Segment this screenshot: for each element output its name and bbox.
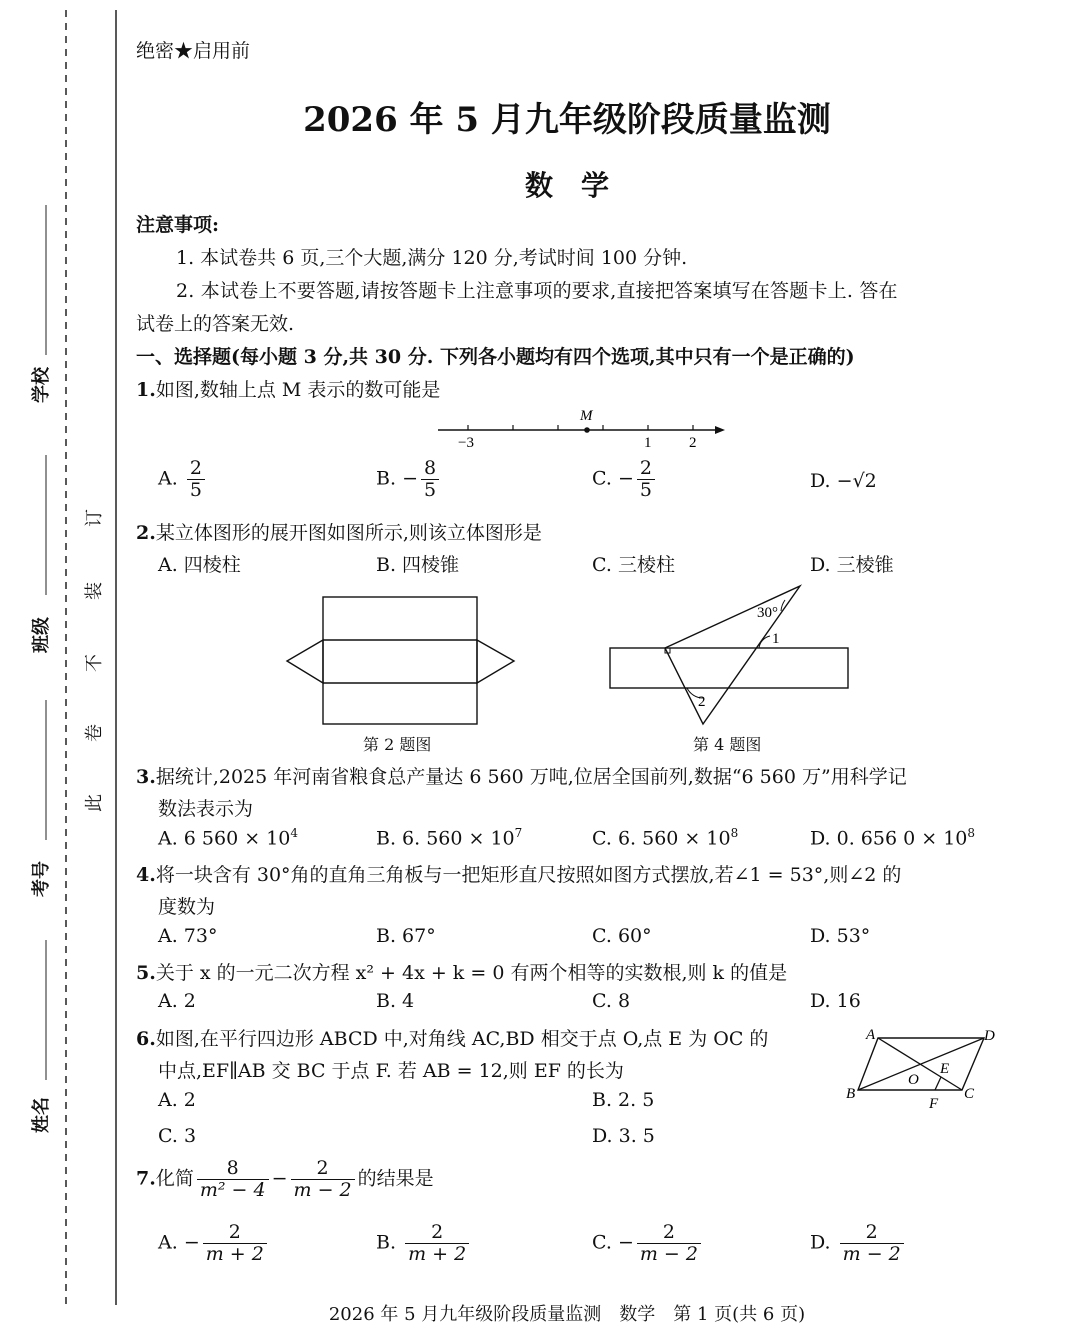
point-o-label: O [908, 1072, 919, 1088]
q7-suffix: 的结果是 [357, 1167, 434, 1190]
page-footer: 2026 年 5 月九年级阶段质量监测 数学 第 1 页(共 6 页) [328, 1304, 806, 1325]
q7-option-b[interactable] [376, 1222, 472, 1265]
option-sign: − [183, 1231, 200, 1254]
q7-prefix: 化简 [155, 1167, 194, 1190]
q5-option-c[interactable]: C. 8 [592, 990, 631, 1012]
binding-char-3: 不 [84, 654, 105, 672]
q3-option-b[interactable] [376, 826, 522, 849]
angle-1-label: 1 [772, 631, 780, 647]
notice-item-2b: 试卷上的答案无效. [136, 313, 295, 335]
fraction-denominator: m − 2 [842, 1242, 901, 1265]
q4-stem-2: 度数为 [158, 896, 216, 918]
q7-option-a[interactable] [158, 1222, 270, 1265]
point-m-label: M [580, 408, 593, 424]
fraction-numerator: 2 [291, 1158, 355, 1180]
fraction [291, 1158, 355, 1201]
q4-number: 4. [136, 864, 156, 886]
fraction-denominator: 5 [639, 478, 652, 501]
name-label: 姓名 [31, 1097, 52, 1133]
fraction [637, 458, 655, 501]
option-sign: − [402, 467, 418, 490]
option-base: A. 6 560 × 10 [158, 827, 291, 850]
number-line [430, 402, 730, 452]
option-letter: D. [810, 470, 831, 492]
q1-option-a[interactable] [158, 458, 208, 501]
q1-option-d[interactable] [810, 470, 877, 492]
fraction [421, 458, 439, 501]
q6-parallelogram-figure [840, 1020, 1010, 1115]
q6-option-a[interactable]: A. 2 [158, 1089, 196, 1111]
q3-option-d[interactable] [810, 826, 975, 849]
option-sign: − [617, 1231, 634, 1254]
fraction-numerator: 2 [405, 1222, 469, 1244]
q1-option-b[interactable] [376, 458, 442, 501]
option-exponent: 4 [290, 826, 299, 840]
q7-stem [136, 1158, 434, 1201]
option-sign: − [617, 467, 634, 490]
q6-text-1: 如图,在平行四边形 ABCD 中,对角线 AC,BD 相交于点 O,点 E 为 OC 的 [155, 1028, 769, 1050]
fraction-denominator: m + 2 [205, 1242, 264, 1265]
option-exponent: 7 [514, 826, 523, 840]
fraction-numerator: 2 [203, 1222, 267, 1244]
q3-option-a[interactable] [158, 826, 298, 849]
option-letter: C. [592, 1231, 612, 1254]
binding-char-2: 卷 [84, 724, 105, 742]
q4-text-1: 将一块含有 30°角的直角三角板与一把矩形直尺按照如图方式摆放,若∠1 = 53°,则∠2 的 [155, 864, 902, 886]
q7-number: 7. [136, 1167, 156, 1190]
fraction-denominator: m − 2 [293, 1178, 352, 1201]
binding-char-5: 订 [84, 509, 105, 527]
option-base: B. 6. 560 × 10 [376, 827, 515, 850]
q2-net-figure [280, 590, 525, 730]
angle-30-label: 30° [757, 605, 778, 621]
option-letter: A. [158, 467, 178, 490]
subject-title: 数 学 [524, 169, 609, 202]
q4-ruler-figure [605, 580, 855, 730]
q6-stem-1 [136, 1024, 768, 1051]
point-m [584, 427, 590, 433]
q4-figure-caption: 第 4 题图 [693, 735, 762, 754]
q2-option-a[interactable]: A. 四棱柱 [158, 554, 241, 576]
q1-text: 如图,数轴上点 M 表示的数可能是 [155, 379, 441, 401]
q5-option-d[interactable]: D. 16 [810, 990, 861, 1012]
q1-number: 1. [136, 379, 156, 401]
q3-option-c[interactable] [592, 826, 738, 849]
fraction-denominator: 5 [189, 478, 202, 501]
q5-text: 关于 x 的一元二次方程 x² + 4x + k = 0 有两个相等的实数根,则 k 的值是 [155, 962, 788, 984]
option-exponent: 8 [730, 826, 739, 840]
q3-text-1: 据统计,2025 年河南省粮食总产量达 6 560 万吨,位居全国前列,数据“6 560 万”用科学记 [155, 766, 907, 788]
q1-stem [136, 375, 440, 402]
fraction-numerator: 8 [421, 458, 439, 480]
q4-option-c[interactable]: C. 60° [592, 925, 652, 947]
section-heading: 一、选择题(每小题 3 分,共 30 分. 下列各小题均有四个选项,其中只有一个是正确的) [136, 346, 855, 368]
q7-option-d[interactable] [810, 1222, 907, 1265]
fraction-numerator: 8 [197, 1158, 269, 1180]
q5-option-a[interactable]: A. 2 [158, 990, 196, 1012]
option-letter: B. [376, 467, 397, 490]
fraction [637, 1222, 701, 1265]
fraction [840, 1222, 904, 1265]
fraction-numerator: 2 [637, 458, 655, 480]
fraction [405, 1222, 469, 1265]
option-letter: D. [810, 1231, 831, 1254]
q2-option-c[interactable]: C. 三棱柱 [592, 554, 675, 576]
q3-stem-2: 数法表示为 [158, 798, 254, 820]
option-exponent: 8 [967, 826, 976, 840]
option-base: D. 0. 656 0 × 10 [810, 827, 968, 850]
fraction-numerator: 2 [840, 1222, 904, 1244]
fraction [203, 1222, 267, 1265]
q6-option-d[interactable]: D. 3. 5 [592, 1125, 655, 1147]
q4-option-a[interactable]: A. 73° [158, 925, 218, 947]
exam-no-label: 考号 [31, 861, 52, 897]
fraction-numerator: 2 [637, 1222, 701, 1244]
q3-number: 3. [136, 766, 156, 788]
option-letter: A. [158, 1231, 178, 1254]
tick-label-neg3: −3 [458, 435, 474, 451]
q6-option-c[interactable]: C. 3 [158, 1125, 197, 1147]
point-e-label: E [940, 1061, 950, 1077]
q3-stem-1 [136, 762, 907, 789]
fraction-denominator: m + 2 [408, 1242, 467, 1265]
notice-heading: 注意事项: [136, 214, 220, 236]
school-label: 学校 [31, 367, 52, 403]
q2-number: 2. [136, 522, 156, 544]
option-text: −√2 [836, 470, 877, 492]
q2-text: 某立体图形的展开图如图所示,则该立体图形是 [155, 522, 542, 544]
q4-stem-1 [136, 860, 901, 887]
q2-stem [136, 518, 542, 545]
fraction-denominator: m − 2 [639, 1242, 698, 1265]
vertex-d-label: D [984, 1028, 995, 1044]
q1-option-c[interactable] [592, 458, 658, 501]
q6-number: 6. [136, 1028, 156, 1050]
fraction [187, 458, 205, 501]
fraction-denominator: m² − 4 [199, 1178, 266, 1201]
binding-char-1: 此 [84, 794, 105, 812]
notice-item-2a: 2. 本试卷上不要答题,请按答题卡上注意事项的要求,直接把答案填写在答题卡上. 答在 [176, 280, 898, 302]
q4-option-b[interactable]: B. 67° [376, 925, 436, 947]
angle-2-label: 2 [698, 694, 706, 710]
fraction [197, 1158, 269, 1201]
q6-stem-2: 中点,EF∥AB 交 BC 于点 F. 若 AB = 12,则 EF 的长为 [158, 1060, 624, 1082]
q5-stem [136, 958, 787, 985]
tick-label-1: 1 [644, 435, 652, 451]
q5-number: 5. [136, 962, 156, 984]
class-label: 班级 [31, 617, 52, 653]
notice-item-1: 1. 本试卷共 6 页,三个大题,满分 120 分,考试时间 100 分钟. [176, 247, 688, 269]
q5-option-b[interactable]: B. 4 [376, 990, 415, 1012]
fraction-denominator: 5 [423, 478, 437, 501]
q4-option-d[interactable]: D. 53° [810, 925, 871, 947]
q6-option-b[interactable]: B. 2. 5 [592, 1089, 655, 1111]
option-base: C. 6. 560 × 10 [592, 827, 731, 850]
exam-title: 2026 年 5 月九年级阶段质量监测 [303, 100, 831, 140]
fraction-numerator: 2 [187, 458, 205, 480]
point-f-label: F [929, 1096, 939, 1112]
binding-char-4: 装 [84, 582, 105, 600]
vertex-a-label: A [866, 1027, 876, 1043]
q2-option-b[interactable]: B. 四棱锥 [376, 554, 460, 576]
vertex-b-label: B [846, 1086, 856, 1102]
vertex-c-label: C [964, 1086, 975, 1102]
tick-label-2: 2 [689, 435, 697, 451]
secret-mark: 绝密★启用前 [136, 40, 251, 62]
q2-figure-caption: 第 2 题图 [363, 735, 432, 754]
minus-sign: − [271, 1167, 288, 1190]
option-letter: C. [592, 467, 612, 490]
q2-option-d[interactable]: D. 三棱锥 [810, 554, 894, 576]
option-letter: B. [376, 1231, 397, 1254]
q7-option-c[interactable] [592, 1222, 704, 1265]
